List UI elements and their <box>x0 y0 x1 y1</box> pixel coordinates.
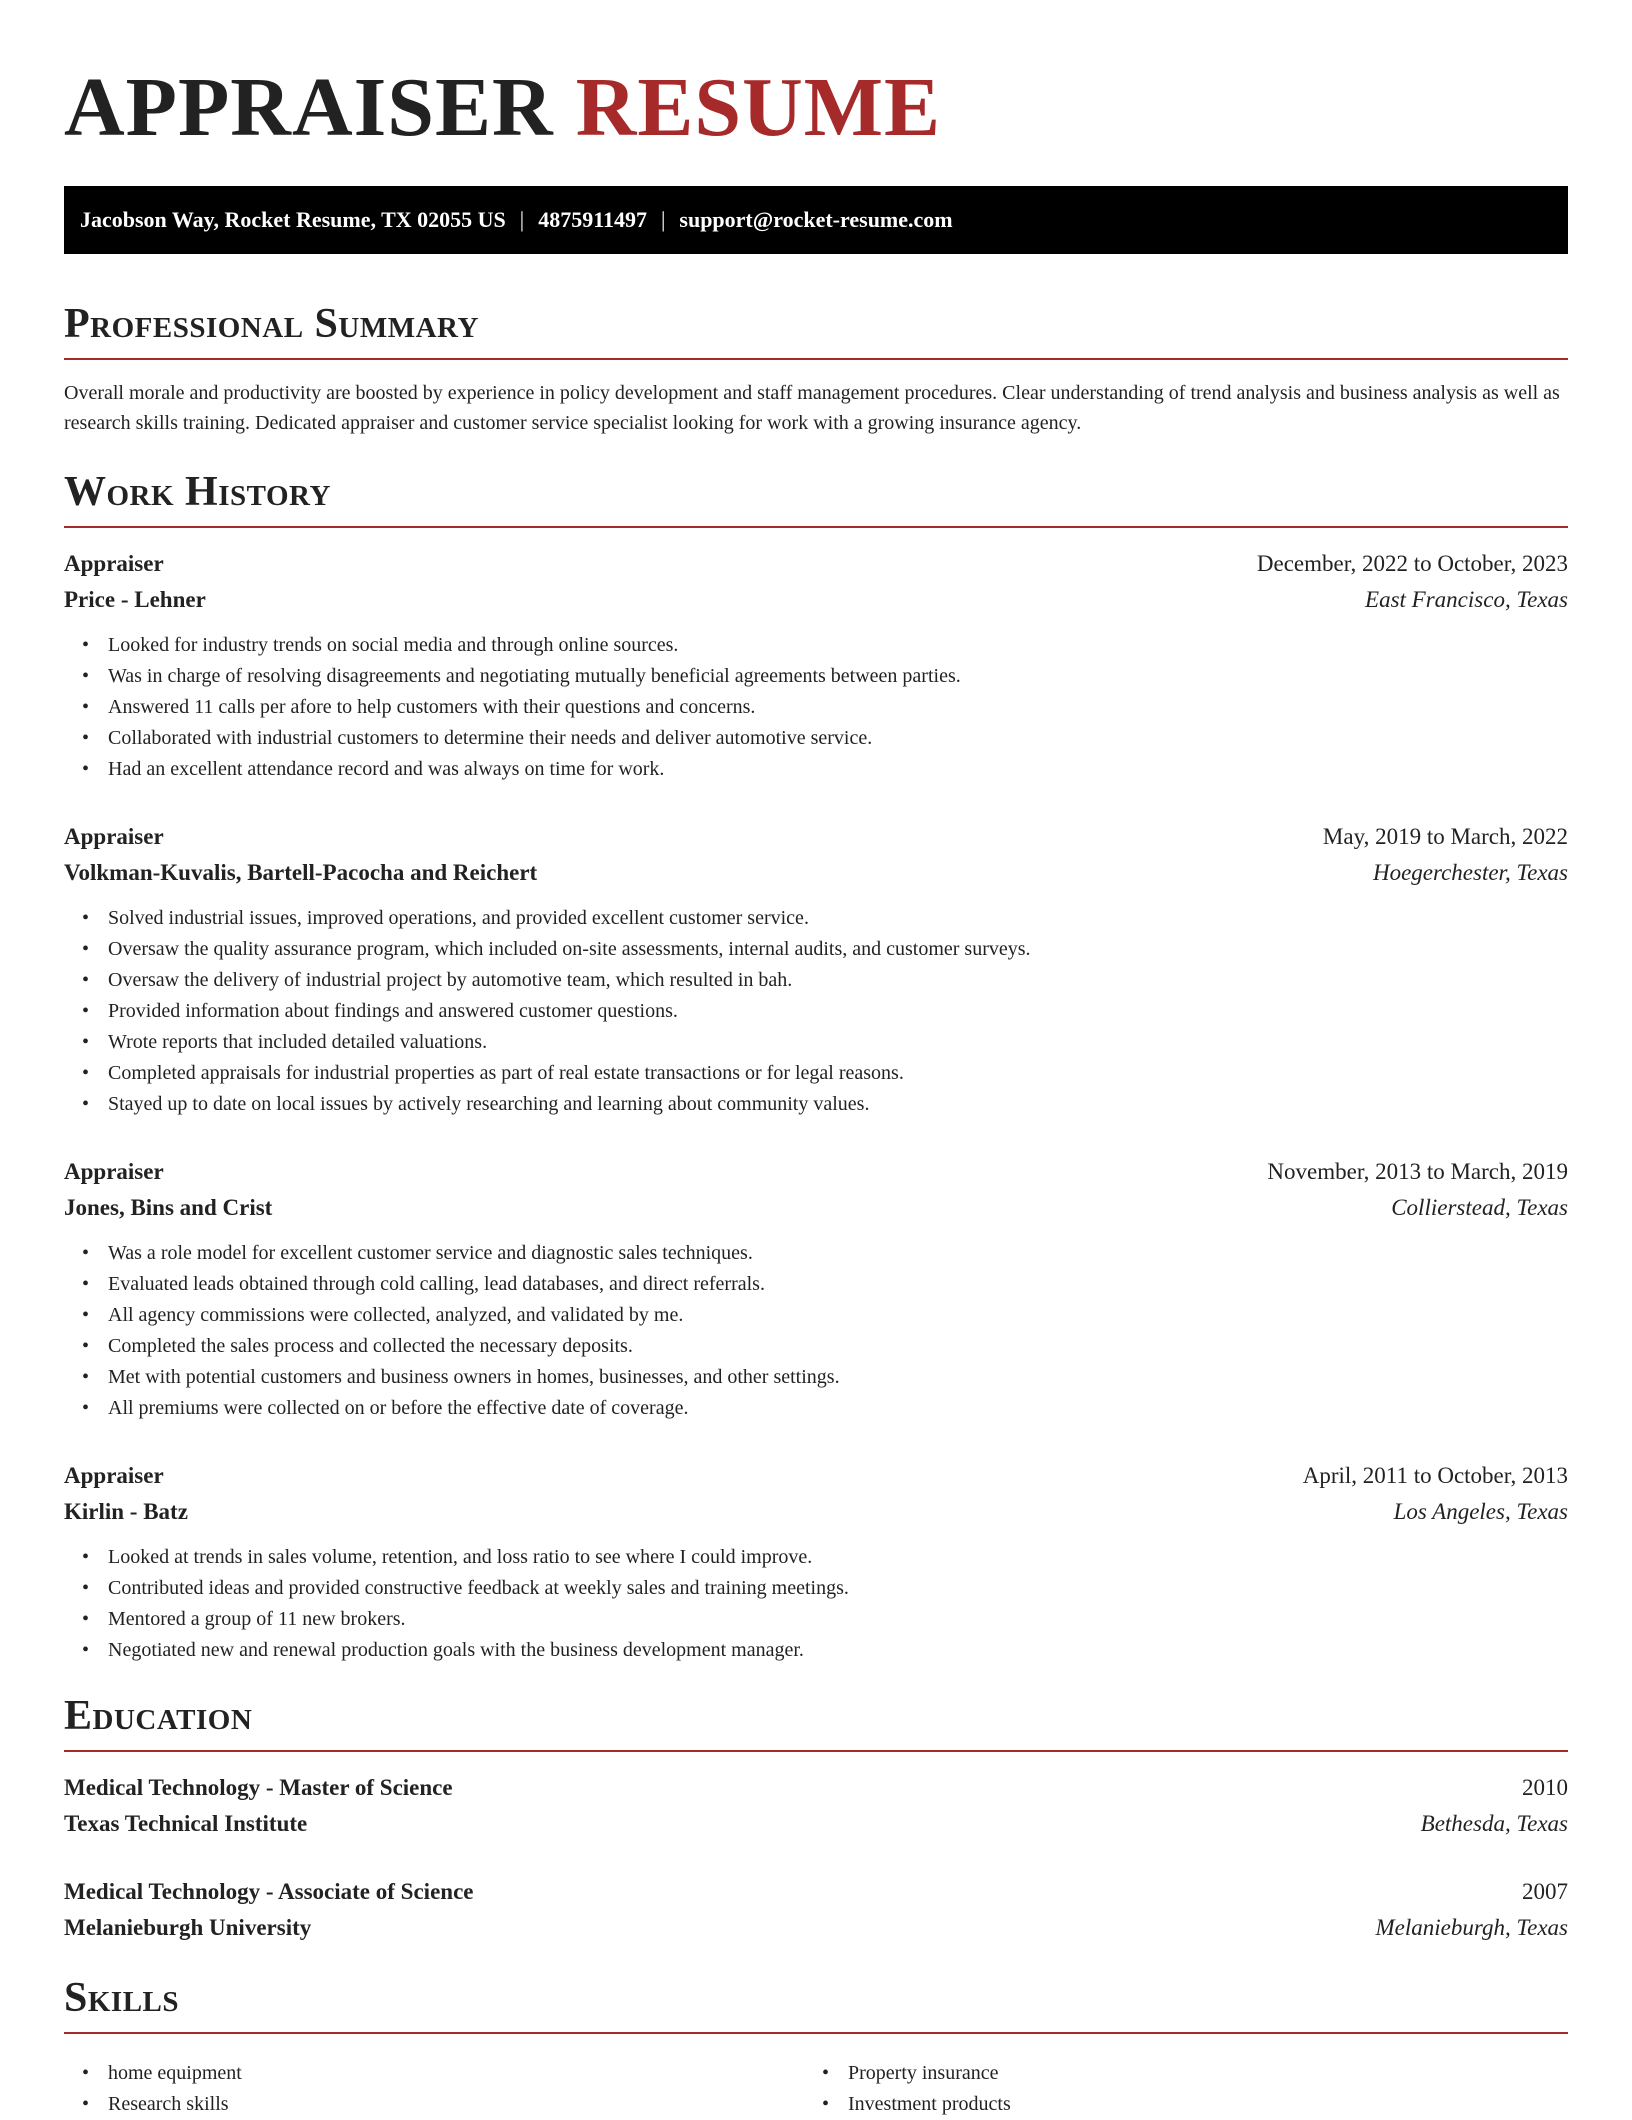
education-entry <box>64 1770 1568 1842</box>
job-bullet: • All premiums were collected on or before the effective date of coverage. <box>108 1393 1568 1424</box>
contact-separator: | <box>660 207 666 232</box>
title-accent: RESUME <box>575 61 942 154</box>
job-entry <box>64 819 1568 1120</box>
job-company: Jones, Bins and Crist <box>64 1195 273 1220</box>
job-bullet: • Solved industrial issues, improved operations, and provided excellent customer service. <box>108 903 1568 934</box>
work-history-heading: Work History <box>64 469 331 515</box>
job-bullet: • Looked for industry trends on social media and through online sources. <box>108 630 1568 661</box>
job-dates: May, 2019 to March, 2022 <box>1322 824 1568 849</box>
summary-text: Overall morale and productivity are boosted by experience in policy development and staff management procedures. Clear understanding of trend analysis and business analysis as well as research skills training. Dedicated appraiser and customer service specialist looking for work with a growing insurance agency. <box>64 382 1560 434</box>
job-header-row <box>64 1154 1568 1190</box>
job-company-row <box>64 582 1568 618</box>
education-location: Melanieburgh, Texas <box>1375 1915 1568 1940</box>
contact-address: Jacobson Way, Rocket Resume, TX 02055 US <box>80 207 506 232</box>
skill-item: • home equipment <box>108 2058 804 2089</box>
contact-email: support@rocket-resume.com <box>679 207 953 232</box>
skill-item: • Property insurance <box>848 2058 1544 2089</box>
job-bullet: • Provided information about findings and answered customer questions. <box>108 996 1568 1027</box>
job-bullet: • Stayed up to date on local issues by actively researching and learning about community values. <box>108 1089 1568 1120</box>
job-bullet: • Negotiated new and renewal production goals with the business development manager. <box>108 1635 1568 1666</box>
skills-section <box>64 1974 1568 2120</box>
job-bullet: • Oversaw the delivery of industrial project by automotive team, which resulted in bah. <box>108 965 1568 996</box>
job-title: Appraiser <box>64 551 164 576</box>
contact-phone: 4875911497 <box>538 207 647 232</box>
skills-grid <box>64 2046 1568 2120</box>
education-school-row <box>64 1910 1568 1946</box>
job-bullet: • Looked at trends in sales volume, retention, and loss ratio to see where I could improve. <box>108 1542 1568 1573</box>
education-year: 2007 <box>1522 1879 1568 1904</box>
contact-bar <box>64 186 1568 254</box>
job-bullet: • Was in charge of resolving disagreements and negotiating mutually beneficial agreements between parties. <box>108 661 1568 692</box>
job-bullet: • Evaluated leads obtained through cold calling, lead databases, and direct referrals. <box>108 1269 1568 1300</box>
job-company-row <box>64 1190 1568 1226</box>
skills-list-right <box>804 2058 1544 2120</box>
skill-item: • Research skills <box>108 2089 804 2120</box>
skill-item: • Investment products <box>848 2089 1544 2120</box>
job-bullet: • Completed appraisals for industrial properties as part of real estate transactions or for legal reasons. <box>108 1058 1568 1089</box>
job-bullet: • Answered 11 calls per afore to help customers with their questions and concerns. <box>108 692 1568 723</box>
summary-section <box>64 300 1568 438</box>
job-bullets <box>64 1238 1568 1424</box>
education-degree: Medical Technology - Associate of Science <box>64 1879 474 1904</box>
job-title: Appraiser <box>64 1159 164 1184</box>
education-location: Bethesda, Texas <box>1420 1811 1568 1836</box>
resume-title <box>64 56 1568 156</box>
job-header-row <box>64 1458 1568 1494</box>
education-section <box>64 1692 1568 1946</box>
job-bullet: • Completed the sales process and collected the necessary deposits. <box>108 1331 1568 1362</box>
education-entry <box>64 1874 1568 1946</box>
job-company: Price - Lehner <box>64 587 206 612</box>
job-bullet: • All agency commissions were collected, analyzed, and validated by me. <box>108 1300 1568 1331</box>
job-company: Volkman-Kuvalis, Bartell-Pacocha and Reichert <box>64 860 538 885</box>
job-location: Collierstead, Texas <box>1391 1195 1568 1220</box>
job-header-row <box>64 819 1568 855</box>
job-location: Los Angeles, Texas <box>1393 1499 1568 1524</box>
work-history-section <box>64 468 1568 1666</box>
section-divider <box>64 358 1568 360</box>
job-bullet: • Oversaw the quality assurance program, which included on-site assessments, internal audits, and customer surveys. <box>108 934 1568 965</box>
job-bullet: • Had an excellent attendance record and was always on time for work. <box>108 754 1568 785</box>
job-bullet: • Contributed ideas and provided constructive feedback at weekly sales and training meetings. <box>108 1573 1568 1604</box>
job-bullet: • Was a role model for excellent customer service and diagnostic sales techniques. <box>108 1238 1568 1269</box>
section-divider <box>64 1750 1568 1752</box>
education-heading: Education <box>64 1693 253 1739</box>
contact-separator: | <box>519 207 525 232</box>
education-year: 2010 <box>1522 1775 1568 1800</box>
section-divider <box>64 526 1568 528</box>
job-bullet: • Met with potential customers and business owners in homes, businesses, and other settings. <box>108 1362 1568 1393</box>
job-bullet: • Collaborated with industrial customers to determine their needs and deliver automotive service. <box>108 723 1568 754</box>
job-company-row <box>64 855 1568 891</box>
education-school: Melanieburgh University <box>64 1915 312 1940</box>
education-degree-row <box>64 1874 1568 1910</box>
education-degree: Medical Technology - Master of Science <box>64 1775 453 1800</box>
job-location: Hoegerchester, Texas <box>1372 860 1568 885</box>
job-company: Kirlin - Batz <box>64 1499 188 1524</box>
education-school: Texas Technical Institute <box>64 1811 308 1836</box>
job-header-row <box>64 546 1568 582</box>
job-dates: April, 2011 to October, 2013 <box>1302 1463 1568 1488</box>
summary-heading: Professional Summary <box>64 301 479 347</box>
job-bullets <box>64 630 1568 785</box>
job-entry <box>64 1458 1568 1666</box>
job-dates: December, 2022 to October, 2023 <box>1256 551 1568 576</box>
job-location: East Francisco, Texas <box>1365 587 1568 612</box>
skills-list-left <box>64 2058 804 2120</box>
job-entry <box>64 546 1568 785</box>
job-bullet: • Wrote reports that included detailed valuations. <box>108 1027 1568 1058</box>
skills-heading: Skills <box>64 1975 180 2021</box>
job-company-row <box>64 1494 1568 1530</box>
education-degree-row <box>64 1770 1568 1806</box>
job-entry <box>64 1154 1568 1424</box>
title-main: APPRAISER <box>64 61 554 154</box>
job-bullets <box>64 1542 1568 1666</box>
job-title: Appraiser <box>64 824 164 849</box>
job-dates: November, 2013 to March, 2019 <box>1267 1159 1568 1184</box>
job-bullets <box>64 903 1568 1120</box>
section-divider <box>64 2032 1568 2034</box>
job-title: Appraiser <box>64 1463 164 1488</box>
job-bullet: • Mentored a group of 11 new brokers. <box>108 1604 1568 1635</box>
education-school-row <box>64 1806 1568 1842</box>
